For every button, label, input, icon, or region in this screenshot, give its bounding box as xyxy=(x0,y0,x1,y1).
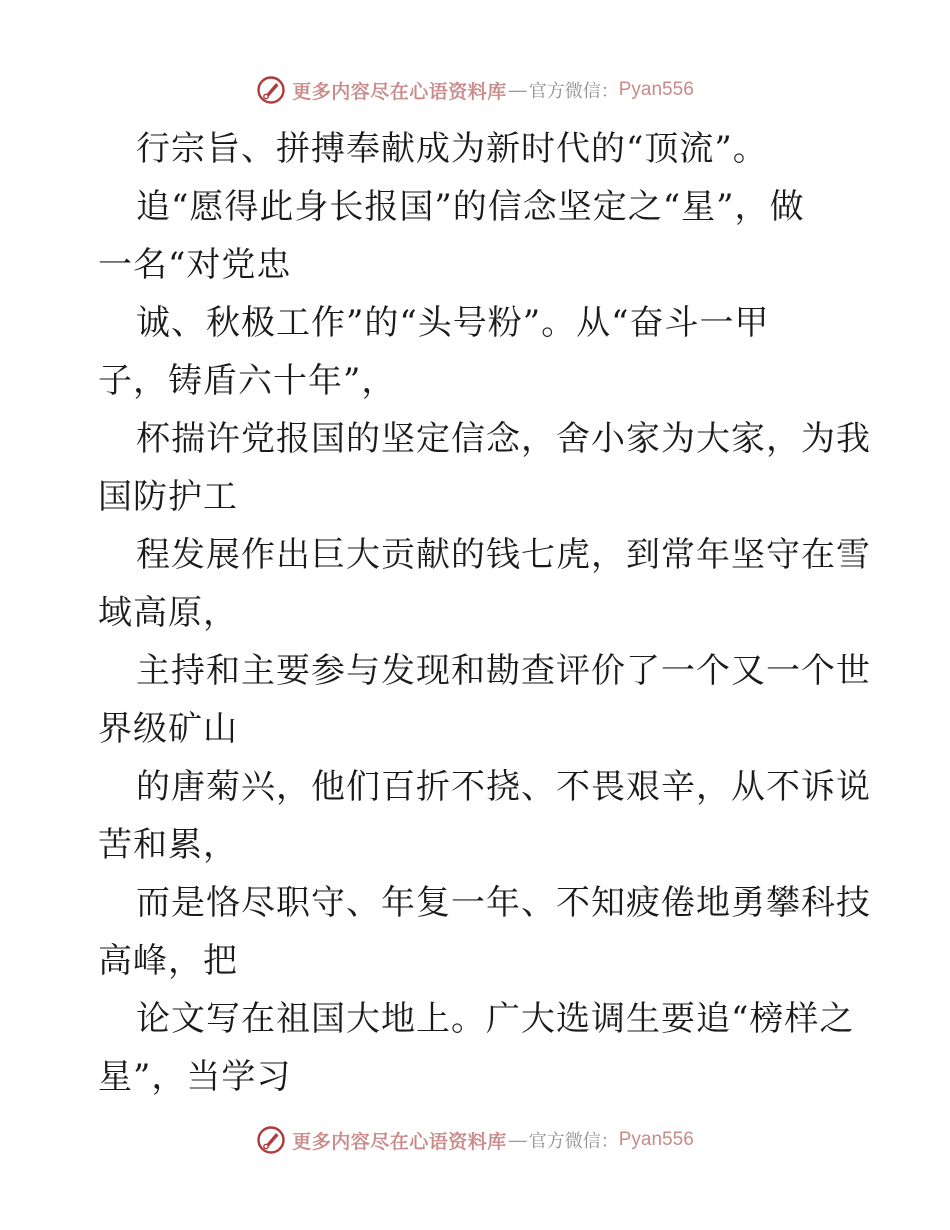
body-line-11: 界级矿山 xyxy=(98,709,238,749)
body-line-7: 国防护工 xyxy=(98,477,238,517)
body-line-9: 域高原， xyxy=(98,593,238,633)
footer-banner-text: 更多内容尽在心语资料库 xyxy=(292,1130,507,1153)
body-line-3: 一名“对党忠 xyxy=(98,245,292,285)
body-line-5: 子，铸盾六十年”， xyxy=(98,361,397,401)
body-line-15: 高峰，把 xyxy=(98,941,238,981)
quill-seal-icon xyxy=(256,75,286,105)
body-line-2: 追“愿得此身长报国”的信念坚定之“星”，做 xyxy=(136,187,805,227)
body-line-14: 而是恪尽职守、年复一年、不知疲倦地勇攀科技 xyxy=(136,883,871,923)
footer-wechat-id: Pyan556 xyxy=(618,1129,694,1150)
body-line-16: 论文写在祖国大地上。广大选调生要追“榜样之 xyxy=(136,999,855,1039)
header-banner-dash: — xyxy=(508,79,527,100)
body-line-8: 程发展作出巨大贡献的钱七虎，到常年坚守在雪 xyxy=(136,535,871,575)
body-line-13: 苦和累， xyxy=(98,825,238,865)
quill-seal-icon xyxy=(256,1125,286,1155)
header-banner xyxy=(0,72,950,108)
body-line-6: 杯揣许党报国的坚定信念，舍小家为大家，为我 xyxy=(136,419,871,459)
body-line-4: 诚、秋极工作”的“头号粉”。从“奋斗一甲 xyxy=(136,303,770,343)
body-line-17: 星”，当学习 xyxy=(98,1057,292,1097)
header-wechat-label: 官方微信： xyxy=(528,81,619,102)
body-line-1: 行宗旨、拼搏奉献成为新时代的“顶流”。 xyxy=(136,129,768,169)
header-wechat-id: Pyan556 xyxy=(618,79,694,100)
body-line-12: 的唐菊兴，他们百折不挠、不畏艰辛，从不诉说 xyxy=(136,767,871,807)
footer-banner xyxy=(0,1122,950,1158)
footer-wechat-label: 官方微信： xyxy=(528,1131,619,1152)
body-line-10: 主持和主要参与发现和勘查评价了一个又一个世 xyxy=(136,651,871,691)
footer-banner-dash: — xyxy=(508,1129,527,1150)
header-banner-text: 更多内容尽在心语资料库 xyxy=(292,80,507,103)
